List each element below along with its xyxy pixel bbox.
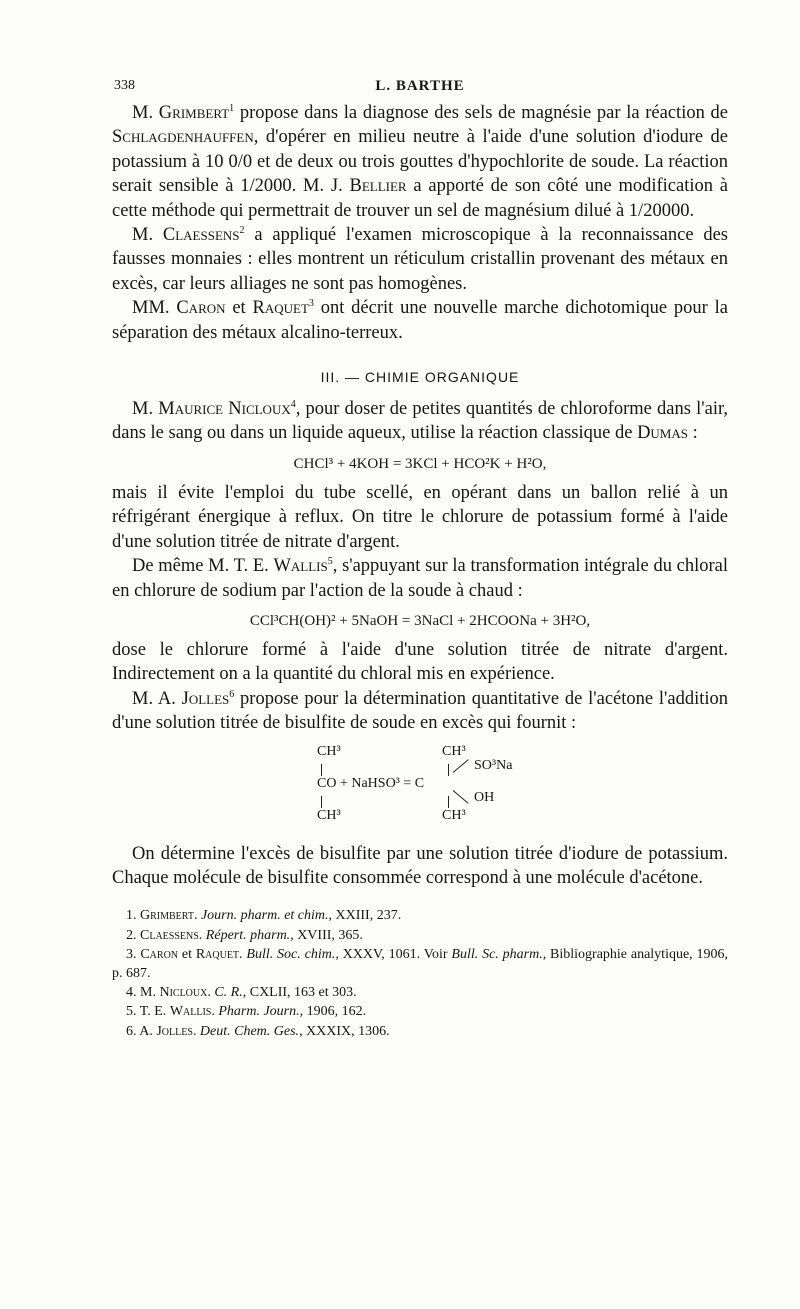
paragraph-grimbert: M. Grimbert$^1$ propose dans la diagnose des sels de magnésie par la réaction de Schlagdenhauffen, d'opérer en milieu neutre à l'aide d'une solution d'iodure de potassium à 10 0/0 et de deux ou trois gouttes d'hypochlorite de soude. La réaction serait sensible à 1/2000. M. J. Bellier a apporté de son côté une modification à cette méthode qui permettrait de trouver un sel de magnésium dilué à 1/20000.	[112, 102, 729, 221]
footnote-5: 5. T. E. Wallis. Pharm. Journ., 1906, 162.	[126, 1004, 367, 1020]
formula-left-bottom: CH³	[317, 807, 341, 823]
formula-bond	[453, 790, 469, 804]
formula-bond	[448, 796, 449, 808]
footnote-1: 1. Grimbert. Journ. pharm. et chim., XXIII, 237.	[126, 908, 402, 924]
paragraph-bisulfite: On détermine l'excès de bisulfite par une solution titrée d'iodure de potassium. Chaque molécule de bisulfite consommée correspond à une molécule d'acétone.	[112, 843, 728, 888]
equation-chloral: CCl³CH(OH)² + 5NaOH = 3NaCl + 2HCOONa + 3H²O,	[249, 612, 591, 629]
formula-bond	[321, 764, 322, 776]
paragraph-jolles: M. A. Jolles$^6$ propose pour la détermination quantitative de l'acétone l'addition d'une solution titrée de bisulfite de soude en excès qui fournit :	[112, 688, 728, 734]
formula-right-top: CH³	[442, 743, 466, 759]
paragraph-claessens: M. Claessens$^2$ a appliqué l'examen microscopique à la reconnaissance des fausses monnaies : elles montrent un réticulum cristallin provenant des métaux en excès, car leurs alliages ne sont pas homogènes.	[112, 224, 729, 294]
formula-bond	[448, 764, 449, 776]
footnote-3: 3. Caron et Raquet. Bull. Soc. chim., XXXV, 1061. Voir Bull. Sc. pharm., Bibliographie analytique, 1906, p. 687.	[112, 946, 729, 981]
footnotes	[112, 906, 728, 1040]
paragraph-caron-raquet: MM. Caron et Raquet$^3$ ont décrit une nouvelle marche dichotomique pour la séparation des métaux alcalino-terreux.	[112, 298, 728, 343]
formula-left-top: CH³	[317, 743, 341, 759]
equation-chloroform: CHCl³ + 4KOH = 3KCl + HCO²K + H²O,	[293, 455, 547, 472]
formula-oh: OH	[474, 789, 495, 805]
paragraph-chlorure: dose le chlorure formé à l'aide d'une solution titrée de nitrate d'argent. Indirectement on a la quantité du chloral mis en expérience.	[112, 639, 728, 685]
footnote-2: 2. Claessens. Répert. pharm., XVIII, 365.	[126, 927, 363, 943]
paragraph-reflux: mais il évite l'emploi du tube scellé, en opérant dans un ballon relié à un réfrigérant énergique à reflux. On titre le chlorure de potassium formé à l'aide d'une solution titrée de nitrate d'argent.	[112, 482, 728, 552]
paragraph-wallis: De même M. T. E. Wallis$^5$, s'appuyant sur la transformation intégrale du chloral en chlorure de sodium par l'action de la soude à chaud :	[112, 555, 729, 601]
page-header	[112, 75, 728, 101]
acetone-bisulfite-formula	[112, 742, 728, 834]
page-number: 338	[114, 78, 135, 93]
footnote-4: 4. M. Nicloux. C. R., CXLII, 163 et 303.	[126, 985, 357, 1001]
document-page	[112, 75, 728, 1041]
running-head: L. BARTHE	[375, 78, 465, 94]
footnote-6: 6. A. Jolles. Deut. Chem. Ges., XXXIX, 1306.	[126, 1023, 390, 1039]
formula-so3na: SO³Na	[474, 757, 513, 773]
formula-bond	[453, 759, 469, 773]
formula-bond	[321, 796, 322, 808]
paragraph-nicloux: M. Maurice Nicloux$^4$, pour doser de petites quantités de chloroforme dans l'air, dans le sang ou dans un liquide aqueux, utilise la réaction classique de Dumas :	[112, 398, 729, 444]
formula-left-mid: CO + NaHSO³ = C	[317, 775, 425, 791]
formula-right-bottom: CH³	[442, 807, 466, 823]
section-title: III. — CHIMIE ORGANIQUE	[320, 369, 520, 386]
